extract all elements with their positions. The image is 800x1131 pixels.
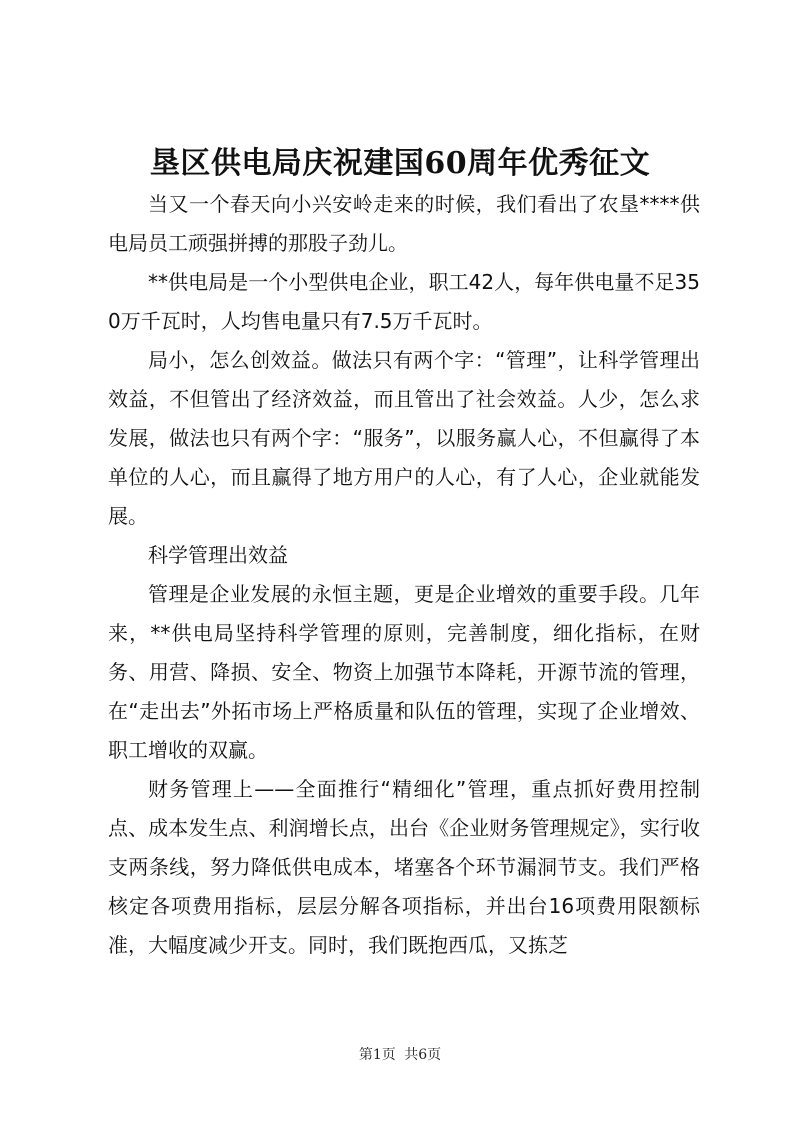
section-heading: 科学管理出效益: [148, 543, 288, 567]
paragraph: 财务管理上——全面推行“精细化”管理，重点抓好费用控制点、成本发生点、利润增长点，出台《企业财务管理规定》，实行收支两条线，努力降低供电成本，堵塞各个环节漏洞节支。我们严格核定各项费用指标，层层分解各项指标，并出台16项费用限额标准，大幅度减少开支。同时，我们既抱西瓜，又拣芝: [108, 777, 700, 957]
paragraph: **供电局是一个小型供电企业，职工42人，每年供电量不足350万千瓦时，人均售电量只有7.5万千瓦时。: [108, 270, 700, 333]
page-footer: [0, 1044, 800, 1064]
document-title: 垦区供电局庆祝建国60周年优秀征文: [149, 146, 651, 181]
paragraph: 当又一个春天向小兴安岭走来的时候，我们看出了农垦****供电局员工顽强拼搏的那股子劲儿。: [108, 192, 700, 255]
page-number: 第1页: [358, 1047, 396, 1063]
document-body: [108, 185, 700, 965]
paragraph: 局小，怎么创效益。做法只有两个字：“管理”，让科学管理出效益，不但管出了经济效益，而且管出了社会效益。人少，怎么求发展，做法也只有两个字：“服务”，以服务赢人心，不但赢得了本单位的人心，而且赢得了地方用户的人心，有了人心，企业就能发展。: [108, 348, 700, 528]
total-pages: 共6页: [404, 1047, 442, 1063]
paragraph: 管理是企业发展的永恒主题，更是企业增效的重要手段。几年来，**供电局坚持科学管理的原则，完善制度，细化指标，在财务、用营、降损、安全、物资上加强节本降耗，开源节流的管理，在“走出去”外拓市场上严格质量和队伍的管理，实现了企业增效、职工增收的双赢。: [108, 582, 700, 762]
